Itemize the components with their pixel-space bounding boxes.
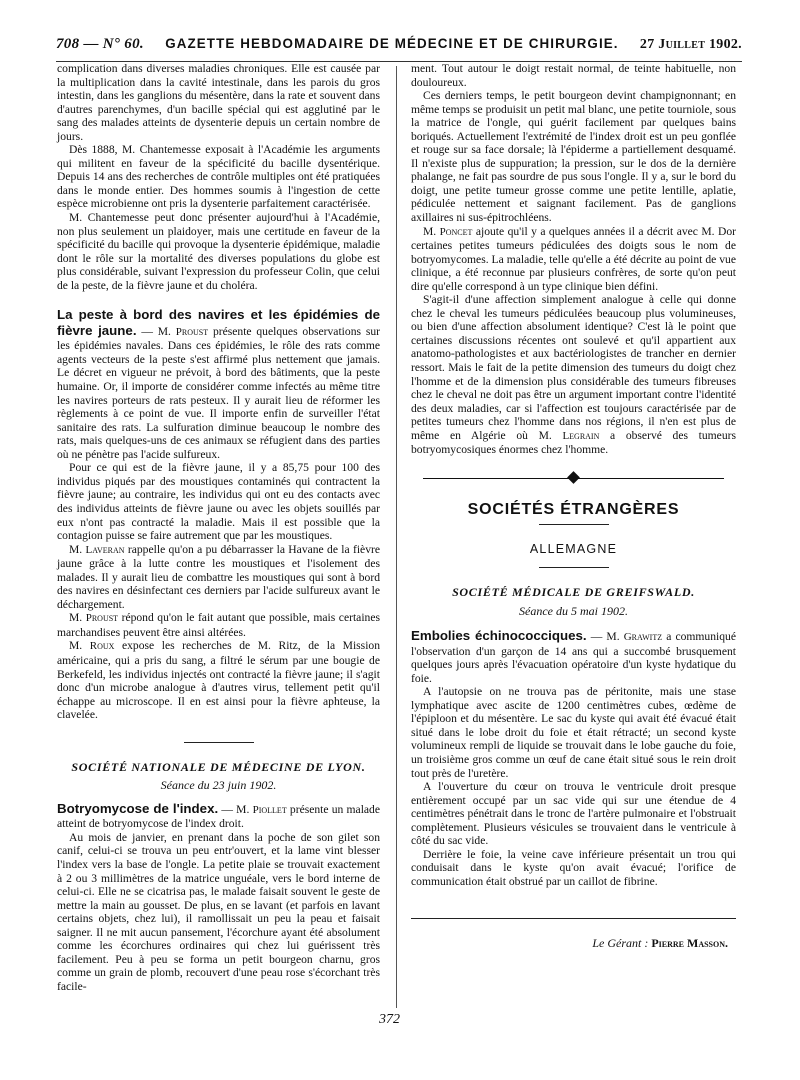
text-run: rappelle qu'on a pu débarrasser la Havane de la fièvre jaune grâce à la lutte contre les moustiques et l'isolement des malades. Il y aurait lieu de combattre les moustiques qui sont à bord des navires en désinfectant ces derniers par l'acide sulfureux avant le déchargement. bbox=[57, 542, 380, 611]
person-name: Poncet bbox=[439, 225, 473, 238]
article-botryomycose bbox=[57, 801, 380, 831]
gerant-name: Pierre Masson. bbox=[651, 936, 728, 951]
text-run: S'agit-il d'une affection simplement analogue à celle qui donne chez le cheval les tumeurs pédiculées beaucoup plus volumineuses, ou bien d'une affection absolument identique? C'est là le point que certaines discussions récentes ont soulevé et qu'il appartient aux anatomo-pathologistes et aux bactériologistes de trancher en dernier ressort. Mais le fait de la petite dimension des tumeurs du doigt chez l'homme et de la dimension plus considérable des tumeurs fibreuses chez le cheval ne doit pas être un argument important contre l'identité des deux maladies, car si l'affection est toujours caractérisée par de petites tumeurs chez l'homme dans nos régions, il n'en est plus de même en Algérie où M. bbox=[411, 293, 736, 442]
section-title: Botryomycose de l'index. bbox=[57, 800, 219, 816]
text-run: M. bbox=[69, 542, 86, 556]
text-run: présente quelques observations sur les épidémies navales. Dans ces épidémies, le rôle des rats comme agents vecteurs de la peste s'est affirmé plus nettement que jamais. Le décret en vigueur ne prévoit, à bord des bâtiments, que la peste humaine. Or, il importe de considérer comme infectés au même titre les navires porteurs de rats pesteux. Il y aurait lieu de réformer les règlements à ce point de vue. Il importe enfin de surveiller l'état sanitaire des rats. La sulfuration diminue beaucoup le nombre des rats, mais quelques-uns de ces animaux se réfugient dans des parties où ne pénètre pas l'acide sulfureux. bbox=[57, 324, 380, 461]
page-number: 372 bbox=[379, 1012, 400, 1027]
running-head bbox=[56, 36, 742, 58]
society-header: SOCIÉTÉ NATIONALE DE MÉDECINE DE LYON. bbox=[71, 759, 366, 774]
paragraph: ment. Tout autour le doigt restait normal, de teinte habituelle, non douloureux. bbox=[411, 62, 736, 89]
paragraph: Au mois de janvier, en prenant dans la poche de son gilet son canif, celui-ci se trouva un peu entr'ouvert, et la lame vint blesser l'index vers la base de l'ongle. La petite plaie se trouvait exactement à 2 ou 3 millimètres de la matrice unguéale, vers le bord interne de celui-ci. Elle ne se cicatrisa pas, le malade faisait souvent le geste de mettre la main au gousset. De plus, en se lavant (et parfois en lavant certains objets, chez lui), il ramollissait un peu la peau et faisait saigner. Il ne mit aucun pansement, l'écorchure ayant été absolument comme les écorchures ordinaires qui chez lui guérissent très facilement. Peu à peu se forma un petit bourgeon charnu, gros comme un grain de plomb, recouvert d'une peau rose s'écorchant très facile- bbox=[57, 830, 380, 993]
text-run: ajoute qu'il y a quelques années il a décrit avec M. Dor certaines petites tumeurs pédiculées des doigts sous le nom de botryomycomes. La maladie, telle qu'elle a été décrite au point de vue clinique, a été reconnue par plusieurs confrères, de sorte qu'on peut dire qu'elle correspond à un type clinique bien défini. bbox=[411, 224, 736, 293]
folio: 708 — N° 60. bbox=[56, 36, 144, 52]
journal-title: GAZETTE HEBDOMADAIRE DE MÉDECINE ET DE CHIRURGIE. bbox=[165, 36, 619, 51]
person-name: Legrain bbox=[562, 429, 600, 442]
column-divider bbox=[396, 66, 397, 1008]
society-header: SOCIÉTÉ MÉDICALE DE GREIFSWALD. bbox=[452, 584, 695, 599]
paragraph bbox=[57, 639, 380, 721]
session-date: Séance du 5 mai 1902. bbox=[519, 603, 628, 618]
diamond-ornament-icon bbox=[567, 471, 580, 484]
paragraph: Pour ce qui est de la fièvre jaune, il y a 85,75 pour 100 des individus piqués par des moustiques contaminés qui contractent la fièvre jaune; au contraire, les individus qui ont eu des contacts avec des individus atteints de fièvre jaune ou avec les objets souillés par eux n'ont pas contracté la maladie. Mais il est possible que la contagion puisse se faire autrement que par les moustiques. bbox=[57, 461, 380, 543]
text-run: — M. bbox=[218, 802, 253, 816]
paragraph: complication dans diverses maladies chroniques. Elle est causée par la multiplication dans la cavité intestinale, dans les parois du gros intestin, dans les ganglions du mésentère, dans la rate et souvent dans d'autres parenchymes, d'un bacille spécial qui est agglutiné par le sang des malades atteints de dysenterie depuis un certain nombre de jours. bbox=[57, 62, 380, 143]
text-run: M. bbox=[69, 611, 86, 625]
part-heading: SOCIÉTÉS ÉTRANGÈRES bbox=[467, 500, 680, 518]
text-run: a communiqué l'observation d'un garçon de 14 ans qui a succombé brusquement quelques jours après l'évacuation opératoire d'un kyste hydatique du foie. bbox=[411, 630, 736, 685]
person-name: Laveran bbox=[85, 543, 125, 556]
article-peste bbox=[57, 307, 380, 461]
gerant-label: Le Gérant : bbox=[592, 936, 652, 951]
text-run: M. bbox=[69, 639, 90, 653]
person-name: Piollet bbox=[252, 803, 287, 816]
paragraph bbox=[411, 225, 736, 294]
paragraph: Ces derniers temps, le petit bourgeon devint champignonnant; en même temps se produisit un petit mal blanc, une petite tourniole, sous la matrice de l'ongle, qui guérit facilement par quelques bains boriqués. Actuellement l'extrémité de l'index droit est un peu gonflée et rouge sur sa face dorsale; là l'épiderme a partiellement desquamé. Il n'existe plus de suppuration; la pression, sur le dos de la dernière phalange, ne fait pas sourdre de pus sous l'ongle. Il y a, sur le bord du doigt, une petite tumeur grosse comme une petite lentille, aplatie, pédiculée nettement et saignant facilement. Pas de ganglions axillaires ni sus-épitrochléens. bbox=[411, 89, 736, 225]
text-run: expose les recherches de M. Ritz, de la Mission américaine, qui a pris du sang, a filtré le sérum par une bougie de Berkefeld, les individus injectés ont contracté la fièvre jaune; il s'agit donc d'un microbe analogue à d'autres virus, tellement petit qu'il échappe au microscope. Il en est ainsi pour la fièvre aphteuse, la clavelée. bbox=[57, 639, 381, 722]
country-heading: ALLEMAGNE bbox=[529, 542, 618, 557]
person-name: Proust bbox=[85, 612, 119, 625]
text-run: M. bbox=[423, 224, 440, 238]
publisher-signature bbox=[411, 937, 736, 951]
text-run: — M. bbox=[136, 324, 176, 338]
paragraph bbox=[57, 611, 380, 639]
paragraph bbox=[411, 293, 736, 457]
section-title: Embolies échinococciques. bbox=[411, 628, 587, 644]
right-column bbox=[411, 62, 736, 951]
text-run: — M. bbox=[586, 630, 624, 644]
section-title: La peste à bord des navires et les épidémies de fièvre jaune. bbox=[57, 307, 380, 338]
left-column bbox=[57, 62, 380, 993]
paragraph: M. Chantemesse peut donc présenter aujourd'hui à l'Académie, non plus seulement un plaidoyer, mais une certitude en faveur de la spécificité du bacille qui provoque la dysenterie épidémique, maladie dont le rôle sur la mortalité des diverses populations du globe est plus considérable, suivant l'expression du professeur Colin, que celui de la peste, de la fièvre jaune et du choléra. bbox=[57, 211, 380, 292]
paragraph: Dès 1888, M. Chantemesse exposait à l'Académie les arguments qui militent en faveur de la spécificité du bacille dysentérique. Depuis 14 ans des recherches de contrôle multiples ont été pratiquées dans le monde entier. Des hommes soumis à l'ingestion de cette espèce microbienne ont pris la dysenterie parfaitement caractérisée. bbox=[57, 143, 380, 211]
ornamental-separator bbox=[411, 471, 736, 485]
person-name: Grawitz bbox=[623, 631, 663, 644]
person-name: Roux bbox=[89, 640, 115, 653]
text-run: répond qu'on le fait autant que possible, mais certaines marchandises peuvent être ainsi altérées. bbox=[57, 611, 380, 639]
paragraph: A l'ouverture du cœur on trouva le ventricule droit presque entièrement occupé par un sac vide qui sur une étendue de 4 centimètres pénétrait dans le tronc de l'artère pulmonaire et l'obstruait complètement. Plusieurs vésicules se trouvaient dans le ventricule à côté du sac vide. bbox=[411, 780, 736, 848]
paragraph: Derrière le foie, la veine cave inférieure présentait un trou qui conduisait dans le kyste qu'on avait évacué; l'orifice de communication était obstrué par un caillot de fibrine. bbox=[411, 847, 736, 888]
article-embolies bbox=[411, 628, 736, 685]
paragraph bbox=[57, 543, 380, 612]
session-date: Séance du 23 juin 1902. bbox=[160, 778, 277, 793]
text-run: a observé des tumeurs botryomycosiques énormes chez l'homme. bbox=[411, 428, 736, 457]
person-name: Proust bbox=[175, 325, 209, 338]
text-run: présente un malade atteint de botryomycose de l'index droit. bbox=[57, 802, 381, 831]
issue-date: 27 Juillet 1902. bbox=[639, 37, 742, 52]
paragraph: A l'autopsie on ne trouva pas de péritonite, mais une stase lymphatique avec ascite de 1200 centimètres cubes, œdème de l'épiploon et du mésentère. Le sac du kyste qui avait été évacué était situé dans le lobe droit du foie et était rétracté; un second kyste volumineux rempli de liquide se trouvait dans le lobe gauche du foie, un troisième gros comme un œuf de cane était situé sous le rein droit tout près de l'uretère. bbox=[411, 685, 736, 780]
